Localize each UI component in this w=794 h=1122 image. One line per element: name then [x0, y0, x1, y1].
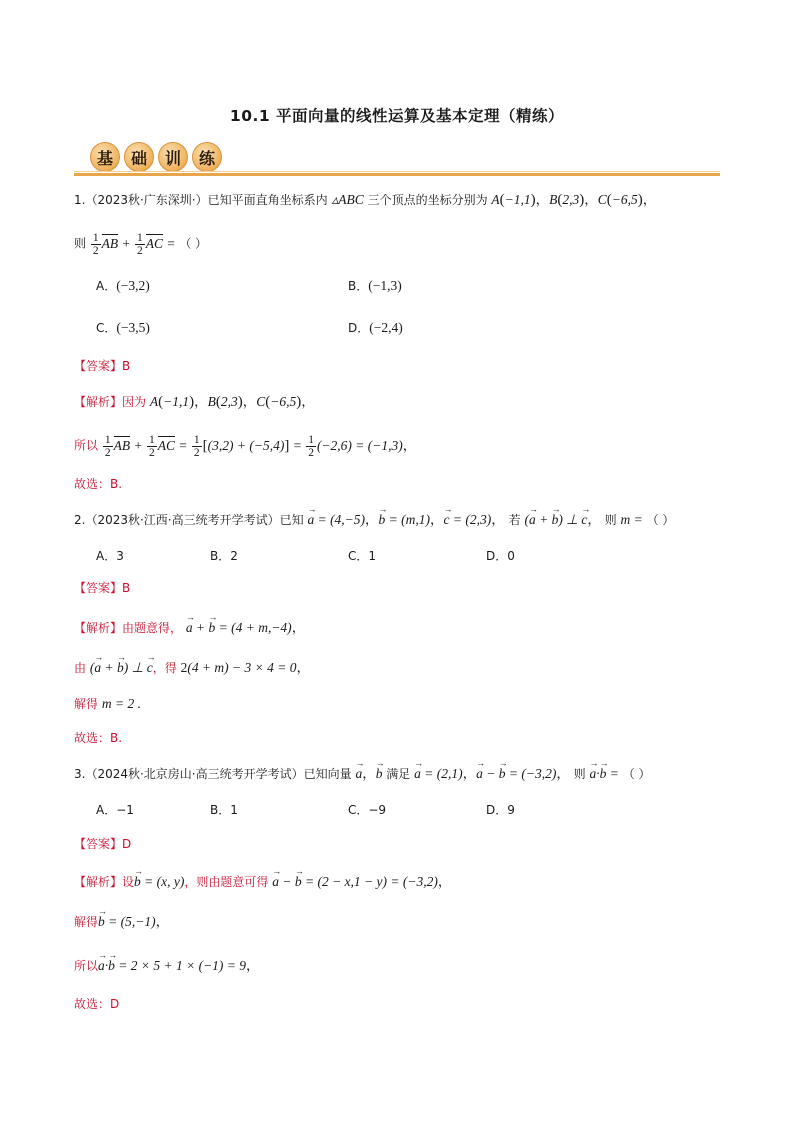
- section-banner: [74, 140, 720, 176]
- q3-analysis-3: [74, 954, 260, 976]
- q2-prefix: 2.（2023秋·江西·高三统考开学考试）已知: [74, 513, 304, 527]
- q3-step1-def: → b = (x, y): [134, 874, 184, 889]
- q3-conditions: → a = (2,1)，→ a − → b = (−3,2)，: [414, 766, 570, 781]
- q2-analysis-2: [74, 656, 310, 678]
- q3-step2-math: → b = (5,−1)，: [98, 914, 169, 929]
- q1-step1: 因为: [122, 395, 147, 409]
- q2-stem: [74, 508, 674, 530]
- page-title: 10.1 平面向量的线性运算及基本定理（精练）: [229, 107, 565, 125]
- q1-step2-math: $\frac{1}{2}$ AB + $\frac{1}{2}$ AC = $\frac{1}{2}$ [(3,2) + (−5,4)] = $\frac{1}{2}$ (−2,6) = (−1,3)，: [104, 434, 417, 459]
- q1-paren: （ ）: [179, 236, 208, 251]
- q1-points: A(−1,1)，B(2,3)，C(−6,5)，: [491, 192, 657, 208]
- q2-step3: 解得: [74, 697, 99, 711]
- section-char-1: 基: [90, 142, 120, 172]
- q1-analysis-1: [74, 392, 315, 412]
- q2-step2-math: 2(4 + m) − 3 × 4 = 0，: [180, 660, 311, 675]
- q2-conclusion: 故选：B.: [74, 731, 123, 745]
- q2-analysis-label: 【解析】: [74, 621, 123, 635]
- q1-step2: 所以: [74, 438, 99, 453]
- q1-answer-value: B: [122, 359, 131, 373]
- q1-analysis-label: 【解析】: [74, 395, 123, 409]
- q2-answer-label: 【答案】: [74, 581, 123, 595]
- q3-step1b: ，则由题意可得: [184, 875, 269, 889]
- q1-then: 则: [74, 236, 87, 251]
- q3-mid: 满足: [386, 767, 411, 781]
- q1-step1-math: A(−1,1)，B(2,3)，C(−6,5)，: [149, 394, 315, 410]
- q2-if: 若: [508, 513, 521, 527]
- q2-step1: 由题意得，: [122, 621, 183, 635]
- q3-step1a: 设: [122, 875, 135, 889]
- q2-vectors: → a = (4,−5)，→ b = (m,1)，→ c = (2,3)，: [307, 512, 504, 527]
- q3-analysis-label: 【解析】: [74, 875, 123, 889]
- section-char-2: 础: [124, 142, 154, 172]
- q3-step1-math: → a − → b = (2 − x,1 − y) = (−3,2)，: [272, 874, 451, 889]
- section-badges: [90, 142, 222, 172]
- q3-paren: （ ）: [622, 767, 651, 781]
- q2-option-a[interactable]: A．3: [96, 549, 124, 563]
- q1-mid: 三个顶点的坐标分别为: [367, 193, 488, 207]
- q3-option-a[interactable]: A．−1: [96, 803, 134, 817]
- q1-option-c[interactable]: C．(−3,5): [96, 320, 150, 335]
- q3-answer: [74, 834, 131, 854]
- section-char-3: 训: [158, 142, 188, 172]
- q3-option-c[interactable]: C．−9: [348, 803, 387, 817]
- q2-option-b[interactable]: B．2: [210, 549, 238, 563]
- q1-expression: $\frac{1}{2}$ AB + $\frac{1}{2}$ AC =: [92, 232, 176, 257]
- q3-analysis-1: [74, 870, 451, 892]
- q1-conclusion: 故选：B.: [74, 477, 123, 491]
- q3-option-d[interactable]: D．9: [486, 803, 515, 817]
- q1-option-d[interactable]: D．(−2,4): [348, 320, 403, 335]
- q2-analysis-1: [74, 616, 305, 638]
- q1-stem: [74, 190, 656, 210]
- q3-step3: 所以: [74, 959, 99, 973]
- q1-question: [74, 232, 207, 257]
- q3-dot: → a·→ b =: [590, 766, 619, 781]
- q3-vectors: → a，→ b: [355, 766, 382, 781]
- q2-result: m = 2 .: [101, 696, 141, 711]
- q1-triangle: ▵ABC: [331, 192, 364, 207]
- q2-answer-value: B: [122, 581, 131, 595]
- banner-rule: [74, 173, 720, 176]
- q3-then: 则: [573, 767, 586, 781]
- q1-answer: [74, 356, 130, 376]
- q1-answer-label: 【答案】: [74, 359, 123, 373]
- q2-paren: （ ）: [646, 513, 675, 527]
- q2-step2b: ，得: [152, 661, 177, 675]
- q2-step2-condition: (→ a + → b) ⊥ → c: [90, 660, 153, 675]
- q2-condition: (→ a + → b) ⊥ → c，: [524, 512, 600, 527]
- q2-step1-math: → a + → b = (4 + m,−4)，: [186, 620, 305, 635]
- q2-option-d[interactable]: D．0: [486, 549, 515, 563]
- q1-analysis-2: [74, 434, 416, 459]
- q3-answer-value: D: [122, 837, 132, 851]
- q3-step2: 解得: [74, 915, 99, 929]
- q2-answer: [74, 578, 130, 598]
- q1-option-b[interactable]: B．(−1,3): [348, 278, 402, 293]
- q1-option-a[interactable]: A．(−3,2): [96, 278, 150, 293]
- q2-then: 则: [604, 513, 617, 527]
- q2-analysis-3: [74, 694, 141, 714]
- q3-stem: [74, 762, 651, 784]
- q3-conclusion: 故选：D: [74, 997, 120, 1011]
- q2-option-c[interactable]: C．1: [348, 549, 377, 563]
- q2-unknown: m =: [620, 512, 643, 527]
- banner-rule-thin: [74, 171, 720, 172]
- q1-prefix: 1.（2023秋·广东深圳·）已知平面直角坐标系内: [74, 193, 328, 207]
- q3-answer-label: 【答案】: [74, 837, 123, 851]
- q3-option-b[interactable]: B．1: [210, 803, 238, 817]
- q3-step3-math: → a·→ b = 2 × 5 + 1 × (−1) = 9，: [98, 958, 260, 973]
- section-char-4: 练: [192, 142, 222, 172]
- q3-analysis-2: [74, 910, 169, 932]
- q2-step2a: 由: [74, 661, 87, 675]
- q3-prefix: 3.（2024秋·北京房山·高三统考开学考试）已知向量: [74, 767, 352, 781]
